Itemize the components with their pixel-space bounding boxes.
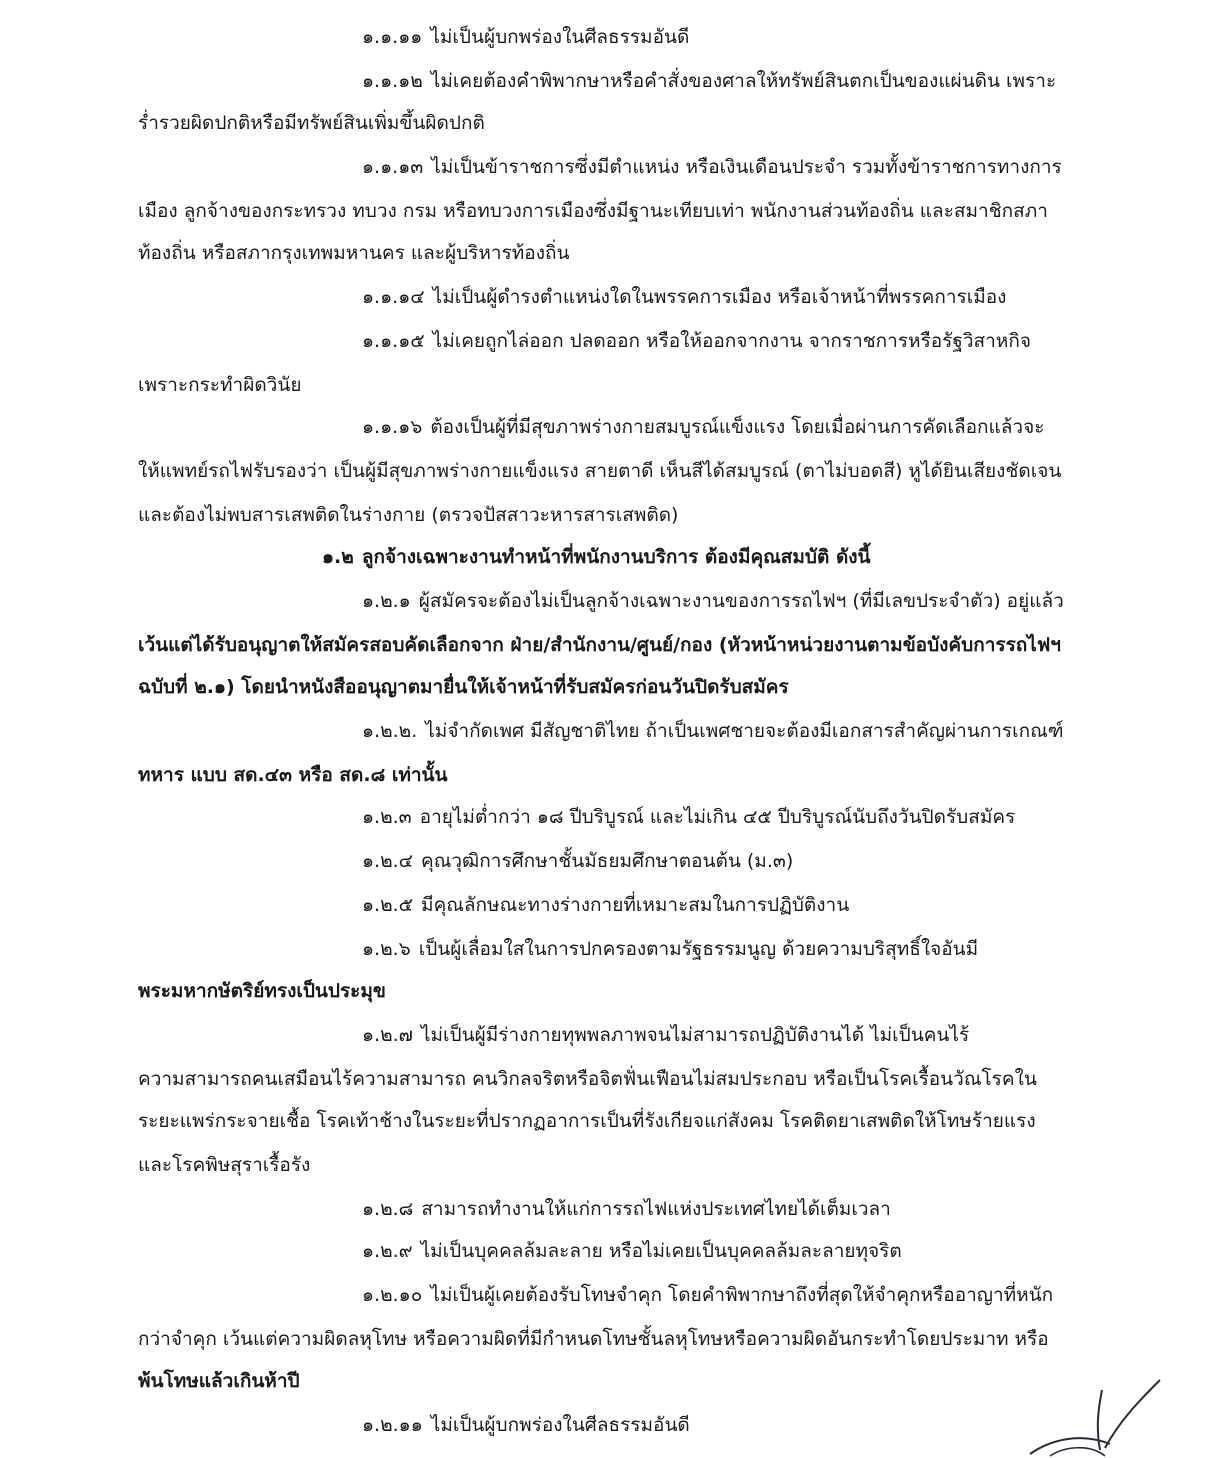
clause-1-1-16-continued: และต้องไม่พบสารเสพติดในร่างกาย (ตรวจปัสสาวะหารสารเสพติด) (138, 504, 679, 526)
clause-1-2-6: ๑.๒.๖ เป็นผู้เลื่อมใสในการปกครองตามรัฐธรรมนูญ ด้วยความบริสุทธิ์ใจอันมี (362, 938, 979, 960)
clause-1-2-2: ๑.๒.๒. ไม่จำกัดเพศ มีสัญชาติไทย ถ้าเป็นเพศชายจะต้องมีเอกสารสำคัญผ่านการเกณฑ์ (362, 720, 1064, 742)
section-heading-1-2: ๑.๒ ลูกจ้างเฉพาะงานทำหน้าที่พนักงานบริการ ต้องมีคุณสมบัติ ดังนี้ (322, 546, 871, 568)
clause-1-1-13-continued: ท้องถิ่น หรือสภากรุงเทพมหานคร และผู้บริหารท้องถิ่น (138, 242, 570, 264)
clause-1-2-1: ๑.๒.๑ ผู้สมัครจะต้องไม่เป็นลูกจ้างเฉพาะงานของการรถไฟฯ (ที่มีเลขประจำตัว) อยู่แล้ว (362, 590, 1064, 612)
clause-1-2-4: ๑.๒.๔ คุณวุฒิการศึกษาชั้นมัธยมศึกษาตอนต้น (ม.๓) (362, 850, 794, 872)
clause-1-2-9: ๑.๒.๙ ไม่เป็นบุคคลล้มละลาย หรือไม่เคยเป็นบุคคลล้มละลายทุจริต (362, 1240, 902, 1262)
clause-1-2-7: ๑.๒.๗ ไม่เป็นผู้มีร่างกายทุพพลภาพจนไม่สามารถปฏิบัติงานได้ ไม่เป็นคนไร้ (362, 1024, 970, 1046)
clause-1-1-16: ๑.๑.๑๖ ต้องเป็นผู้ที่มีสุขภาพร่างกายสมบูรณ์แข็งแรง โดยเมื่อผ่านการคัดเลือกแล้วจะ (362, 416, 1045, 438)
clause-1-2-1-continued: เว้นแต่ได้รับอนุญาตให้สมัครสอบคัดเลือกจาก ฝ่าย/สำนักงาน/ศูนย์/กอง (หัวหน้าหน่วยงานตามข้อบังคับการรถไฟฯ (138, 634, 1061, 656)
clause-1-1-12-continued: ร่ำรวยผิดปกติหรือมีทรัพย์สินเพิ่มขึ้นผิดปกติ (138, 112, 485, 134)
clause-1-2-7-continued: ระยะแพร่กระจายเชื้อ โรคเท้าช้างในระยะที่ปรากฏอาการเป็นที่รังเกียจแก่สังคม โรคติดยาเสพติดให้โทษร้ายแรง (138, 1110, 1036, 1132)
clause-1-1-12: ๑.๑.๑๒ ไม่เคยต้องคำพิพากษาหรือคำสั่งของศาลให้ทรัพย์สินตกเป็นของแผ่นดิน เพราะ (362, 70, 1057, 92)
clause-1-2-11: ๑.๒.๑๑ ไม่เป็นผู้บกพร่องในศีลธรรมอันดี (362, 1414, 690, 1436)
clause-1-1-15-continued: เพราะกระทำผิดวินัย (138, 374, 302, 396)
clause-1-2-1-continued: ฉบับที่ ๒.๑) โดยนำหนังสืออนุญาตมายื่นให้เจ้าหน้าที่รับสมัครก่อนวันปิดรับสมัคร (138, 676, 789, 698)
clause-1-2-10-continued: พ้นโทษแล้วเกินห้าปี (138, 1370, 300, 1392)
clause-1-2-2-continued: ทหาร แบบ สด.๔๓ หรือ สด.๘ เท่านั้น (138, 764, 448, 786)
clause-1-2-3: ๑.๒.๓ อายุไม่ต่ำกว่า ๑๘ ปีบริบูรณ์ และไม่เกิน ๔๕ ปีบริบูรณ์นับถึงวันปิดรับสมัคร (362, 806, 1016, 828)
clause-1-2-7-continued: และโรคพิษสุราเรื้อรัง (138, 1154, 311, 1176)
clause-1-2-10: ๑.๒.๑๐ ไม่เป็นผู้เคยต้องรับโทษจำคุก โดยคำพิพากษาถึงที่สุดให้จำคุกหรืออาญาที่หนัก (362, 1284, 1054, 1306)
clause-1-1-11: ๑.๑.๑๑ ไม่เป็นผู้บกพร่องในศีลธรรมอันดี (362, 26, 690, 48)
signature-mark (1010, 1370, 1200, 1458)
clause-1-2-6-continued: พระมหากษัตริย์ทรงเป็นประมุข (138, 980, 386, 1002)
clause-1-1-16-continued: ให้แพทย์รถไฟรับรองว่า เป็นผู้มีสุขภาพร่างกายแข็งแรง สายตาดี เห็นสีได้สมบูรณ์ (ตาไม่บอดสี) หูได้ยินเสียงชัดเจน (138, 460, 1062, 482)
clause-1-2-8: ๑.๒.๘ สามารถทำงานให้แก่การรถไฟแห่งประเทศไทยได้เต็มเวลา (362, 1198, 891, 1220)
clause-1-1-15: ๑.๑.๑๕ ไม่เคยถูกไล่ออก ปลดออก หรือให้ออกจากงาน จากราชการหรือรัฐวิสาหกิจ (362, 330, 1031, 352)
clause-1-1-14: ๑.๑.๑๔ ไม่เป็นผู้ดำรงตำแหน่งใดในพรรคการเมือง หรือเจ้าหน้าที่พรรคการเมือง (362, 286, 1007, 308)
clause-1-2-7-continued: ความสามารถคนเสมือนไร้ความสามารถ คนวิกลจริตหรือจิตฟั่นเฟือนไม่สมประกอบ หรือเป็นโรคเรื้อนวัณโรคใน (138, 1068, 1037, 1090)
clause-1-2-5: ๑.๒.๕ มีคุณลักษณะทางร่างกายที่เหมาะสมในการปฏิบัติงาน (362, 894, 850, 916)
clause-1-1-13: ๑.๑.๑๓ ไม่เป็นข้าราชการซึ่งมีตำแหน่ง หรือเงินเดือนประจำ รวมทั้งข้าราชการทางการ (362, 156, 1062, 178)
clause-1-1-13-continued: เมือง ลูกจ้างของกระทรวง ทบวง กรม หรือทบวงการเมืองซึ่งมีฐานะเทียบเท่า พนักงานส่วนท้องถิ่น และสมาชิกสภา (138, 200, 1048, 222)
clause-1-2-10-continued: กว่าจำคุก เว้นแต่ความผิดลหุโทษ หรือความผิดที่มีกำหนดโทษชั้นลหุโทษหรือความผิดอันกระทำโดยประมาท หรือ (138, 1328, 1049, 1350)
